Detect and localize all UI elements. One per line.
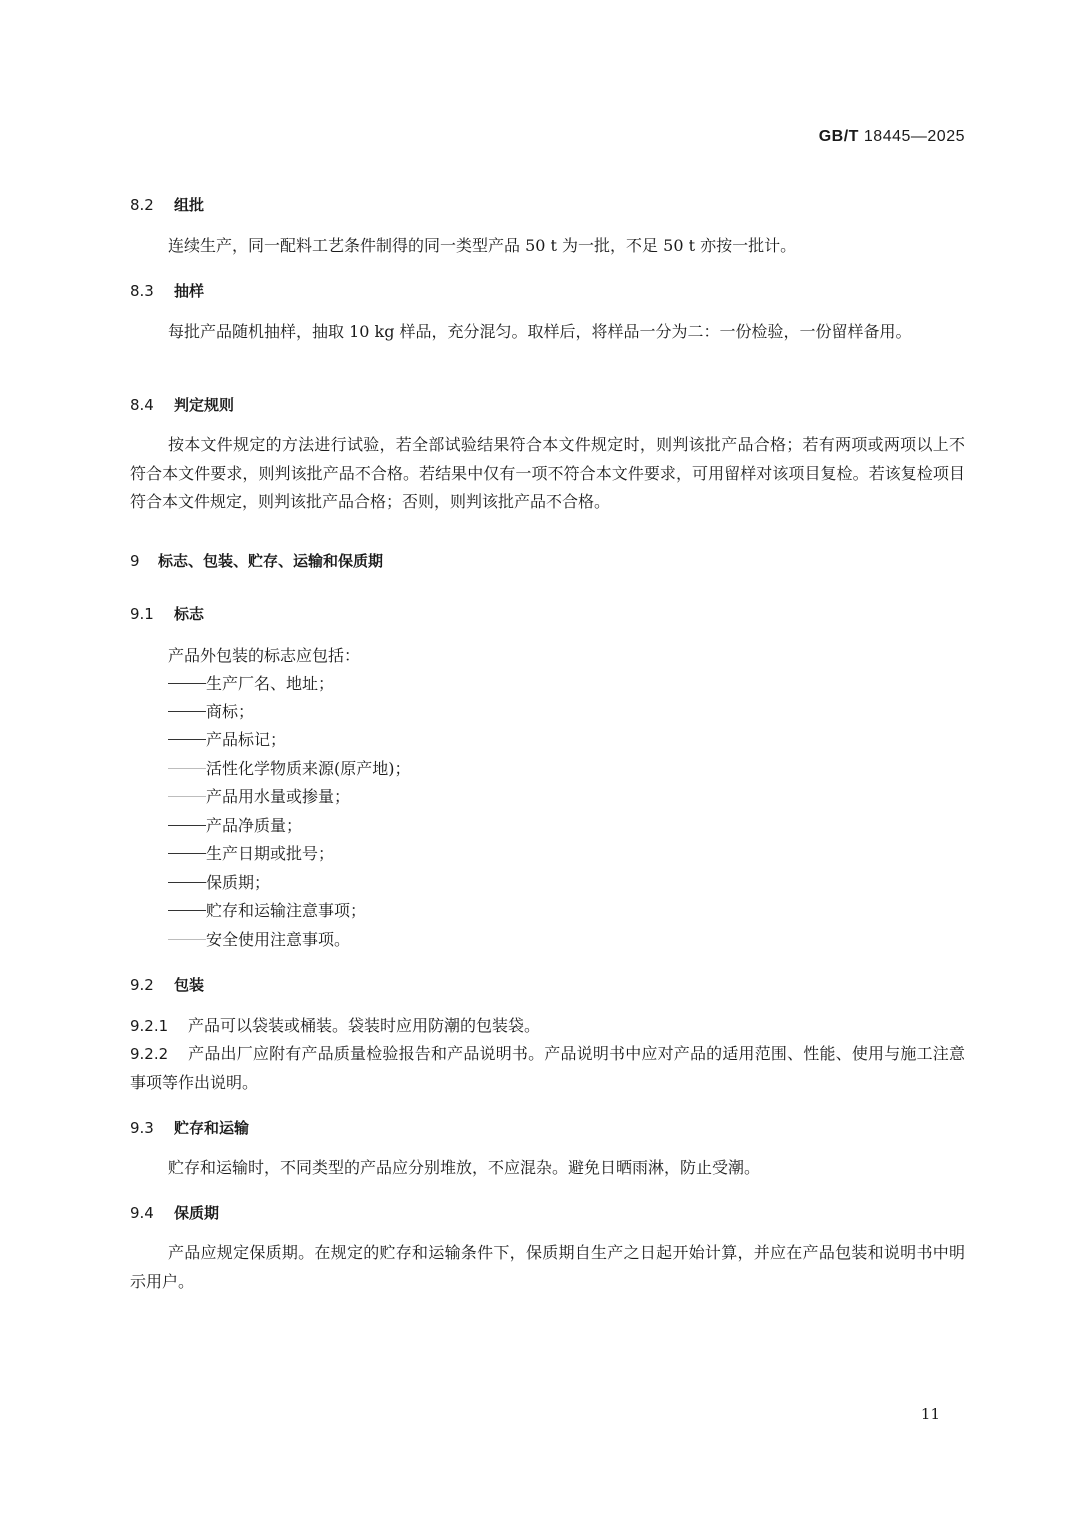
- dash-icon: [168, 910, 206, 911]
- dash-icon: [168, 683, 206, 684]
- dash-icon: [168, 796, 206, 797]
- dash-icon: [168, 825, 206, 826]
- section-number: 9.4: [130, 1204, 154, 1222]
- chapter-title: 标志、包装、贮存、运输和保质期: [158, 552, 384, 570]
- section-heading-9-4: [130, 1202, 219, 1223]
- section-9-4-text: 产品应规定保质期。在规定的贮存和运输条件下，保质期自生产之日起开始计算，并应在产品包装和说明书中明示用户。: [130, 1243, 965, 1291]
- list-item: 活性化学物质来源(原产地)；: [168, 755, 411, 783]
- list-item: 生产日期或批号；: [168, 840, 334, 868]
- section-heading-9-3: [130, 1117, 249, 1138]
- section-title: 包装: [174, 976, 205, 994]
- section-8-3-text: 每批产品随机抽样，抽取 10 kg 样品，充分混匀。取样后，将样品一分为二：一份检验，一份留样备用。: [168, 322, 912, 341]
- section-title: 判定规则: [174, 396, 235, 414]
- clause-text: 产品出厂应附有产品质量检验报告和产品说明书。产品说明书中应对产品的适用范围、性能、使用与施工注意事项等作出说明。: [130, 1044, 965, 1092]
- section-title: 标志: [174, 605, 205, 623]
- section-heading-9-2: [130, 974, 204, 995]
- list-item: 商标；: [168, 698, 254, 726]
- section-number: 8.4: [130, 396, 154, 414]
- list-item: 产品用水量或掺量；: [168, 783, 350, 811]
- dash-icon: [168, 853, 206, 854]
- section-heading-9-1: [130, 603, 204, 624]
- section-number: 8.2: [130, 196, 154, 214]
- clause-9-2-2: [130, 1040, 965, 1097]
- section-8-4-text: 按本文件规定的方法进行试验，若全部试验结果符合本文件规定时，则判该批产品合格；若有两项或两项以上不符合本文件要求，则判该批产品不合格。若结果中仅有一项不符合本文件要求，可用留样对该项目复检。若该复检项目符合本文件规定，则判该批产品合格；否则，则判该批产品不合格。: [130, 435, 965, 511]
- section-heading-8-4: [130, 394, 234, 415]
- standard-number: 18445—2025: [863, 128, 965, 145]
- section-number: 9.1: [130, 605, 154, 623]
- section-title: 保质期: [174, 1204, 220, 1222]
- section-9-3-text: 贮存和运输时，不同类型的产品应分别堆放，不应混杂。避免日晒雨淋，防止受潮。: [168, 1158, 761, 1177]
- clause-number: 9.2.2: [130, 1045, 169, 1063]
- section-title: 贮存和运输: [174, 1119, 250, 1137]
- list-item: 安全使用注意事项。: [168, 926, 350, 954]
- section-8-2-text: 连续生产，同一配料工艺条件制得的同一类型产品 50 t 为一批，不足 50 t 亦按一批计。: [168, 236, 797, 255]
- list-item: 产品标记；: [168, 726, 286, 754]
- clause-text: 产品可以袋装或桶装。袋装时应用防潮的包装袋。: [188, 1016, 541, 1035]
- clause-9-2-1: [130, 1012, 965, 1041]
- list-item: 生产厂名、地址；: [168, 670, 334, 698]
- section-title: 抽样: [174, 282, 205, 300]
- marking-intro: 产品外包装的标志应包括：: [168, 646, 361, 665]
- clause-number: 9.2.1: [130, 1017, 169, 1035]
- dash-icon: [168, 768, 206, 769]
- chapter-heading-9: [130, 550, 383, 571]
- section-number: 8.3: [130, 282, 154, 300]
- dash-icon: [168, 739, 206, 740]
- list-item: 贮存和运输注意事项；: [168, 897, 366, 925]
- list-item: 产品净质量；: [168, 812, 302, 840]
- dash-icon: [168, 711, 206, 712]
- page-number: 11: [920, 1405, 940, 1423]
- section-heading-8-2: [130, 194, 204, 215]
- section-number: 9.2: [130, 976, 154, 994]
- section-number: 9.3: [130, 1119, 154, 1137]
- section-title: 组批: [174, 196, 205, 214]
- dash-icon: [168, 882, 206, 883]
- standard-code-header: [819, 128, 965, 146]
- chapter-number: 9: [130, 552, 140, 570]
- dash-icon: [168, 939, 206, 940]
- standard-prefix: GB/T: [818, 128, 859, 145]
- section-heading-8-3: [130, 280, 204, 301]
- list-item: 保质期；: [168, 869, 270, 897]
